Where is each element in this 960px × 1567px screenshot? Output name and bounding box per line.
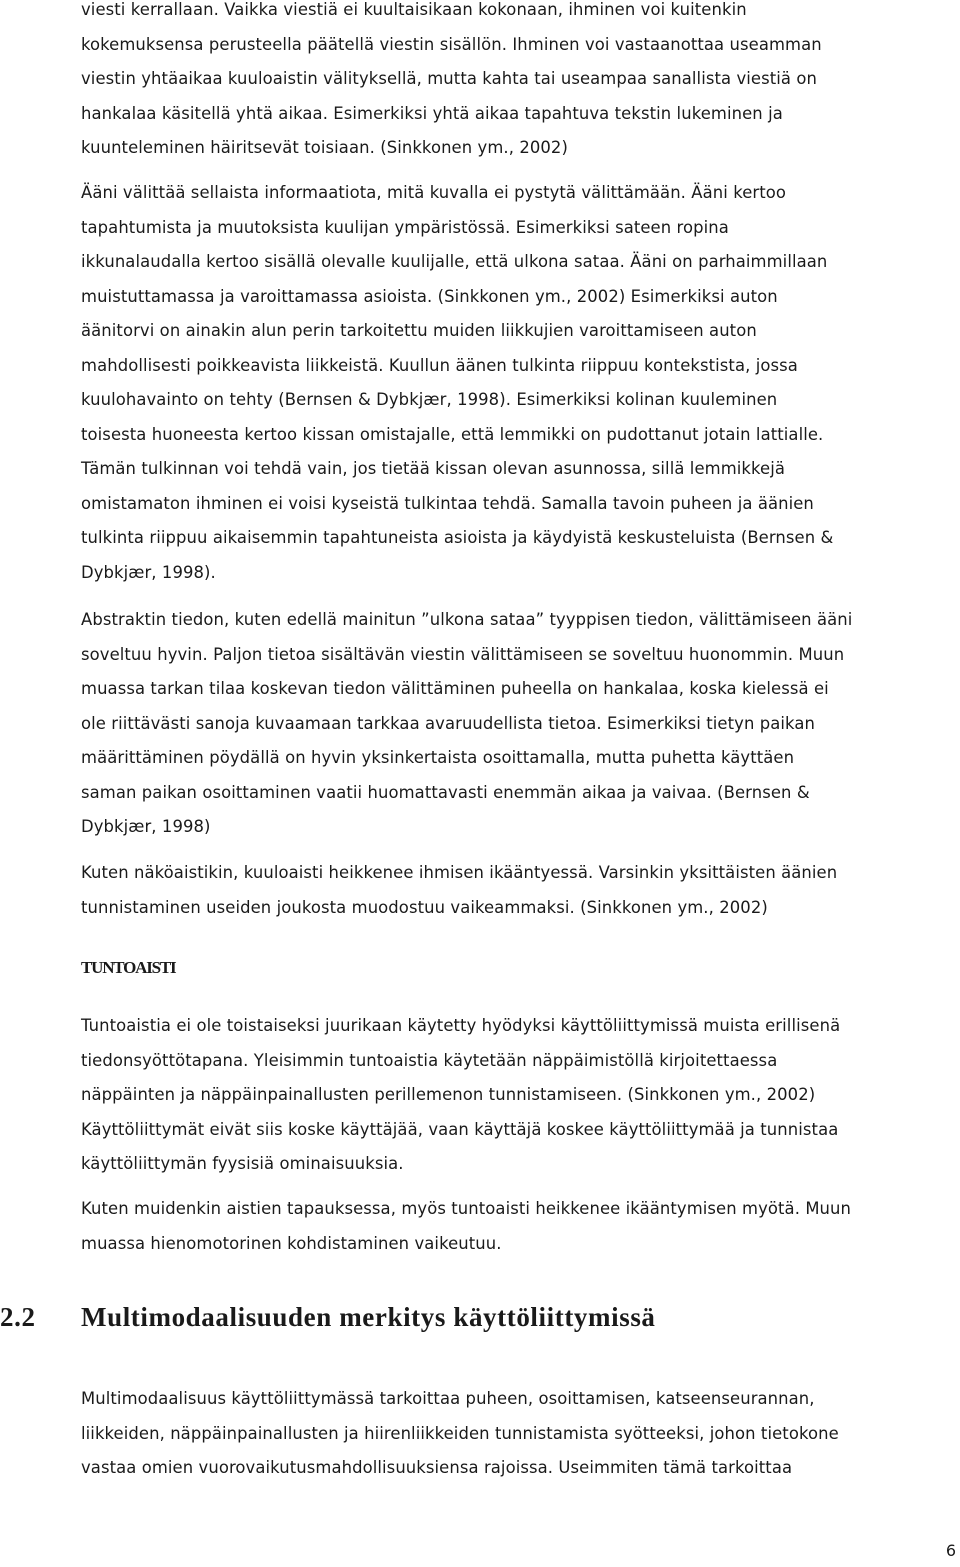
paragraph-hearing-intro: viesti kerrallaan. Vaikka viestiä ei kuultaisikaan kokonaan, ihminen voi kuitenkin kokemuksensa perusteella päätellä viestin sisällön. Ihminen voi vastaanottaa useamman viestin yhtäaikaa kuuloaistin välityksellä, mutta kahta tai useampaa sanallista viestiä on hankalaa käsitellä yhtä aikaa. Esimerkiksi yhtä aikaa tapahtuva tekstin lukeminen ja kuunteleminen häiritsevät toisiaan. (Sinkkonen ym., 2002) (81, 0, 822, 157)
paragraph-touch-usage: Tuntoaistia ei ole toistaiseksi juurikaan käytetty hyödyksi käyttöliittymissä muista erillisenä tiedonsyöttötapana. Yleisimmin tuntoaistia käytetään näppäimistöllä kirjoitettaessa näppäinten ja näppäinpainallusten perillemenon tunnistamiseen. (Sinkkonen ym., 2002) Käyttöliittymät eivät siis koske käyttäjää, vaan käyttäjä koskee käyttöliittymää ja tunnistaa käyttöliittymän fyysisiä ominaisuuksia. (81, 1016, 841, 1173)
section-heading (0, 1302, 656, 1333)
section-title: Multimodaalisuuden merkitys käyttöliittymissä (81, 1302, 656, 1332)
paragraph-multimodality: Multimodaalisuus käyttöliittymässä tarkoittaa puheen, osoittamisen, katseenseurannan, liikkeiden, näppäinpainallusten ja hiirenliikkeiden tunnistamista syötteeksi, johon tietokone vastaa omien vuorovaikutusmahdollisuuksiensa rajoissa. Useimmiten tämä tarkoittaa (81, 1389, 839, 1477)
section-number: 2.2 (0, 1302, 36, 1332)
paragraph-abstract-information: Abstraktin tiedon, kuten edellä mainitun ”ulkona sataa” tyyppisen tiedon, välittämiseen ääni soveltuu hyvin. Paljon tietoa sisältävän viestin välittämiseen se soveltuu huonommin. Muun muassa tarkan tilaa koskevan tiedon välittäminen puheella on hankalaa, koska kielessä ei ole riittävästi sanoja kuvaamaan tarkkaa avaruudellista tietoa. Esimerkiksi tietyn paikan määrittäminen pöydällä on hyvin yksinkertaista osoittamalla, mutta puhetta käyttäen saman paikan osoittaminen vaatii huomattavasti enemmän aikaa ja vaivaa. (Bernsen & Dybkjær, 1998) (81, 610, 853, 836)
paragraph-sound-information: Ääni välittää sellaista informaatiota, mitä kuvalla ei pystytä välittämään. Ääni kertoo tapahtumista ja muutoksista kuulijan ympäristössä. Esimerkiksi sateen ropina ikkunalaudalla kertoo sisällä olevalle kuulijalle, että ulkona sataa. Ääni on parhaimmillaan muistuttamassa ja varoittamassa asioista. (Sinkkonen ym., 2002) Esimerkiksi auton äänitorvi on ainakin alun perin tarkoitettu muiden liikkujien varoittamiseen auton mahdollisesti poikkeavista liikkeistä. Kuullun äänen tulkinta riippuu kontekstista, jossa kuulohavainto on tehty (Bernsen & Dybkjær, 1998). Esimerkiksi kolinan kuuleminen toisesta huoneesta kertoo kissan omistajalle, että lemmikki on pudottanut jotain lattialle. Tämän tulkinnan voi tehdä vain, jos tietää kissan olevan asunnossa, sillä lemmikkejä omistamaton ihminen ei voisi kyseistä tulkintaa tehdä. Samalla tavoin puheen ja äänien tulkinta riippuu aikaisemmin tapahtuneista asioista ja käydyistä keskusteluista (Bernsen & Dybkjær, 1998). (81, 183, 834, 582)
paragraph-touch-aging: Kuten muidenkin aistien tapauksessa, myös tuntoaisti heikkenee ikääntymisen myötä. Muun muassa hienomotorinen kohdistaminen vaikeutuu. (81, 1199, 852, 1253)
subheading-touch: TUNTOAISTI (81, 958, 176, 977)
page-number: 6 (945, 1541, 956, 1560)
paragraph-hearing-aging: Kuten näköaistikin, kuuloaisti heikkenee ihmisen ikääntyessä. Varsinkin yksittäisten äänien tunnistaminen useiden joukosta muodostuu vaikeammaksi. (Sinkkonen ym., 2002) (81, 863, 838, 917)
